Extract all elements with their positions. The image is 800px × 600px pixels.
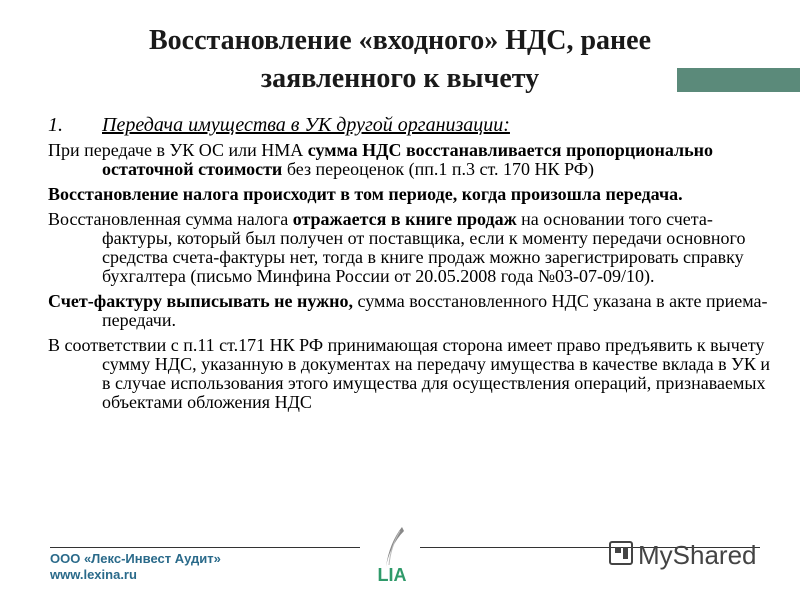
paragraph-4 bbox=[48, 292, 773, 330]
myshared-logo-text: MyShared bbox=[638, 540, 757, 570]
bold-span: отражается в книге продаж bbox=[292, 209, 517, 229]
slide-title bbox=[60, 22, 740, 98]
bold-span: Восстановление налога происходит в том периоде, когда произошла передача. bbox=[48, 184, 683, 204]
text-span: без переоценок (пп.1 п.3 ст. 170 НК РФ) bbox=[282, 159, 594, 179]
text-span: При передаче в УК ОС или НМА bbox=[48, 140, 308, 160]
text-span: В соответствии с п.11 ст.171 НК РФ принимающая сторона имеет право предъявить к вычету сумму НДС, указанную в документах на передачу имущества в качестве вклада в УК и в случае использования этого имущества для осуществления операций, признаваемых объектами обложения НДС bbox=[48, 335, 770, 412]
text-span: Восстановленная сумма налога bbox=[48, 209, 293, 229]
myshared-logo-icon bbox=[608, 536, 768, 572]
title-line-2: заявленного к вычету bbox=[260, 63, 540, 94]
paragraph-1 bbox=[48, 141, 773, 179]
list-heading bbox=[48, 113, 510, 137]
company-website: www.lexina.ru bbox=[50, 567, 137, 582]
footer-divider-left bbox=[50, 547, 360, 548]
title-line-1: Восстановление «входного» НДС, ранее bbox=[148, 25, 652, 56]
paragraph-3 bbox=[48, 210, 773, 286]
paragraph-5 bbox=[48, 336, 773, 412]
body-text bbox=[48, 141, 773, 418]
list-number: 1. bbox=[48, 114, 63, 136]
accent-bar bbox=[677, 68, 800, 92]
text-span: на основании того счета-фактуры, который был получен от поставщика, если к моменту передачи основного средства счета-фактуры нет, тогда в книге продаж можно зарегистрировать справку бухгалтера (письмо Минфина России от 20.05.2008 года №03-07-09/10). bbox=[102, 209, 746, 286]
paragraph-2 bbox=[48, 185, 773, 204]
footer-company-info bbox=[50, 551, 221, 583]
bold-span: сумма НДС восстанавливается пропорционально остаточной стоимости bbox=[102, 140, 713, 179]
list-heading-text: Передача имущества в УК другой организации: bbox=[102, 114, 510, 136]
bold-span: Счет-фактуру выписывать не нужно, bbox=[48, 291, 354, 311]
company-name: ООО «Лекс-Инвест Аудит» bbox=[50, 551, 221, 566]
lia-logo-icon bbox=[364, 525, 420, 585]
lia-logo-text: LIA bbox=[377, 565, 407, 585]
text-span: сумма восстановленного НДС указана в акте приема-передачи. bbox=[102, 291, 768, 330]
